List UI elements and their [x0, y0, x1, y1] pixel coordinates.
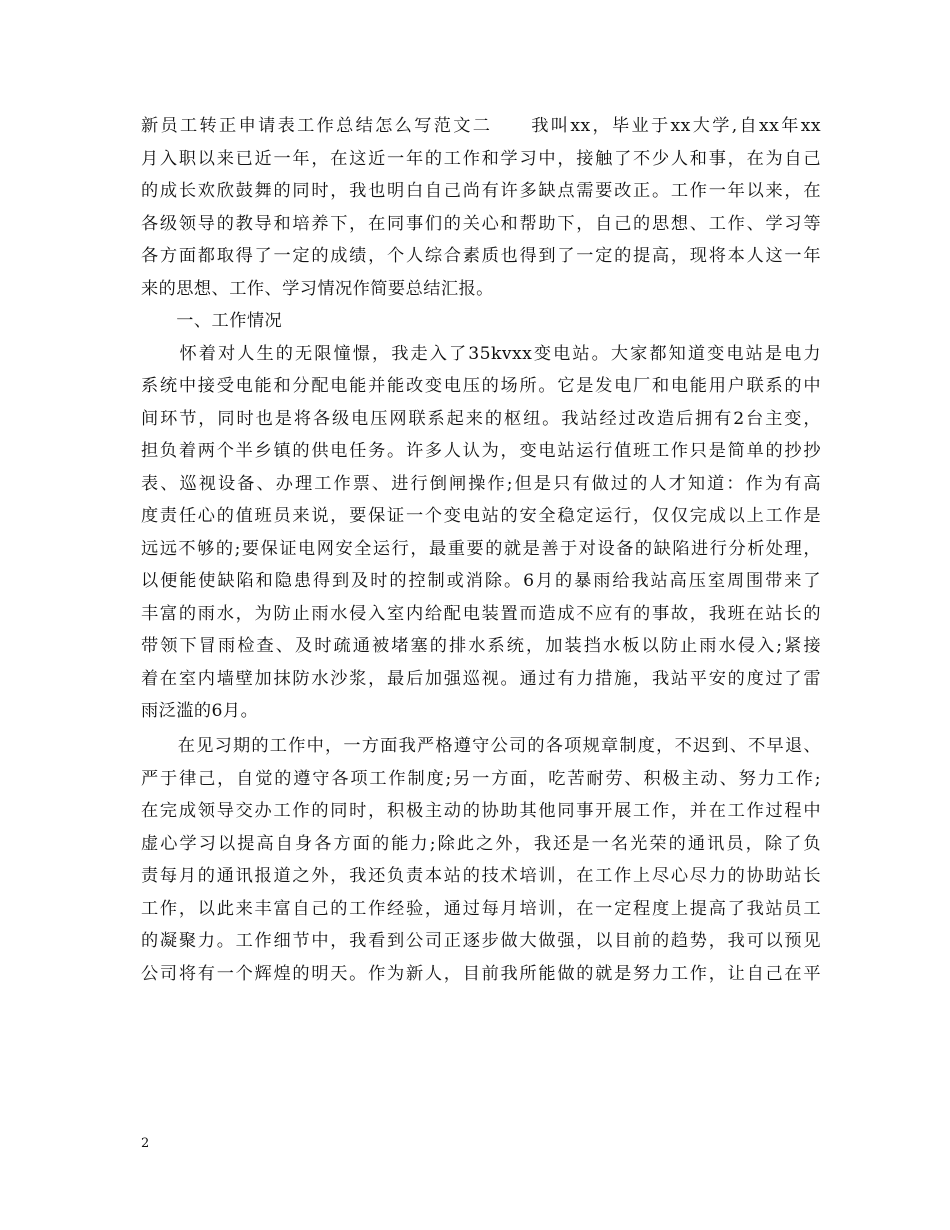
text-line: 的凝聚力。工作细节中，我看到公司正逐步做大做强，以目前的趋势，我可以预见 [141, 931, 821, 951]
section-heading: 一、工作情况 [141, 311, 283, 331]
text-line: 表、巡视设备、办理工作票、进行倒闸操作;但是只有做过的人才知道：作为有高 [141, 473, 821, 494]
text-line: 在完成领导交办工作的同时，积极主动的协助其他同事开展工作，并在工作过程中 [141, 801, 821, 821]
text-line: 以便能使缺陷和隐患得到及时的控制或消除。6月的暴雨给我站高压室周围带来了 [141, 571, 821, 591]
text-line: 在见习期的工作中，一方面我严格遵守公司的各项规章制度，不迟到、不早退、 [141, 736, 821, 756]
text-line: 着在室内墙壁加抹防水沙浆，最后加强巡视。通过有力措施，我站平安的度过了雷 [141, 668, 821, 689]
text-line: 系统中接受电能和分配电能并能改变电压的场所。它是发电厂和电能用户联系的中 [141, 376, 821, 396]
text-line: 公司将有一个辉煌的明天。作为新人，目前我所能做的就是努力工作，让自己在平 [141, 963, 821, 984]
text-line: 责每月的通讯报道之外，我还负责本站的技术培训，在工作上尽心尽力的协助站长 [141, 866, 821, 886]
text-line: 担负着两个半乡镇的供电任务。许多人认为，变电站运行值班工作只是简单的抄抄 [141, 441, 821, 461]
text-line: 度责任心的值班员来说，要保证一个变电站的安全稳定运行，仅仅完成以上工作是 [141, 506, 821, 526]
text-line: 间环节，同时也是将各级电压网联系起来的枢纽。我站经过改造后拥有2台主变， [141, 408, 821, 429]
text-line: 带领下冒雨检查、及时疏通被堵塞的排水系统，加装挡水板以防止雨水侵入;紧接 [141, 636, 821, 656]
text-line: 各方面都取得了一定的成绩，个人综合素质也得到了一定的提高，现将本人这一年 [141, 246, 821, 266]
text-line: 各级领导的教导和培养下，在同事们的关心和帮助下，自己的思想、工作、学习等 [141, 213, 821, 234]
text-line: 丰富的雨水，为防止雨水侵入室内给配电装置而造成不应有的事故，我班在站长的 [141, 603, 821, 624]
text-line: 远远不够的;要保证电网安全运行，最重要的就是善于对设备的缺陷进行分析处理， [141, 538, 821, 559]
text-line: 虚心学习以提高自身各方面的能力;除此之外，我还是一名光荣的通讯员，除了负 [141, 833, 821, 854]
text-line: 来的思想、工作、学习情况作简要总结汇报。 [141, 278, 494, 299]
page-number: 2 [141, 1136, 150, 1151]
text-line: 严于律己，自觉的遵守各项工作制度;另一方面，吃苦耐劳、积极主动、努力工作; [141, 768, 821, 789]
text-line: 的成长欢欣鼓舞的同时，我也明白自己尚有许多缺点需要改正。工作一年以来，在 [141, 181, 821, 201]
text-line: 怀着对人生的无限憧憬，我走入了35kvxx变电站。大家都知道变电站是电力 [141, 343, 821, 364]
text-line: 工作，以此来丰富自己的工作经验，通过每月培训，在一定程度上提高了我站员工 [141, 898, 821, 919]
text-line: 雨泛滥的6月。 [141, 701, 259, 721]
text-line: 月入职以来已近一年，在这近一年的工作和学习中，接触了不少人和事，在为自己 [141, 148, 821, 169]
text-line: 新员工转正申请表工作总结怎么写范文二 我叫xx，毕业于xx大学,自xx年xx [141, 116, 821, 136]
